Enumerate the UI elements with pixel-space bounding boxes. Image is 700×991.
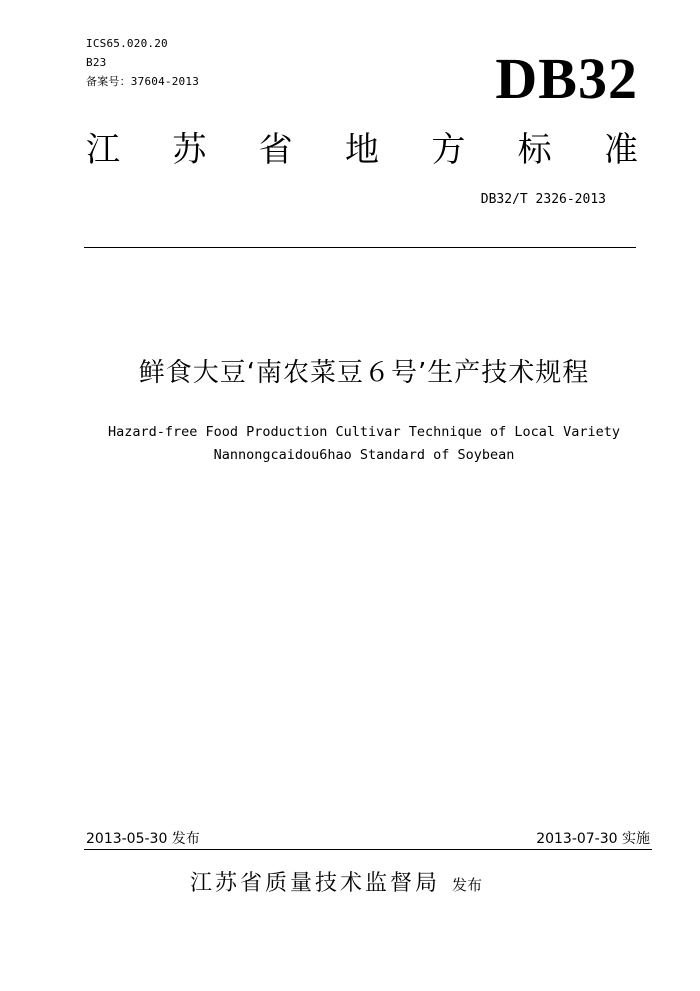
implement-date: 2013-07-30 实施 [536,831,650,847]
ics-code: ICS65.020.20 [86,37,168,50]
issuer-suffix: 发布 [452,876,483,894]
publish-date: 2013-05-30 发布 [86,831,200,847]
standard-type-char: 省 [258,130,293,170]
standard-type-title [86,128,638,172]
classification-code: B23 [86,56,107,69]
issuer-block [190,866,482,897]
db32-logo: DB32 [495,46,638,111]
standard-number: DB32/T 2326-2013 [480,192,606,207]
document-title-cn: 鲜食大豆‘南农菜豆６号’生产技术规程 [138,358,590,388]
standard-type-char: 准 [603,130,638,170]
standard-type-char: 地 [344,130,379,170]
issuer-name: 江苏省质量技术监督局 [190,871,441,896]
document-title-en-line1: Hazard-free Food Production Cultivar Technique of Local Variety [107,424,621,440]
standard-type-char: 苏 [172,130,207,170]
standard-type-char: 标 [517,130,552,170]
header-divider [84,247,636,248]
record-number: 备案号：37604-2013 [86,75,200,88]
standard-type-char: 江 [86,130,120,170]
footer-divider [84,849,652,850]
standard-type-char: 方 [431,130,466,170]
document-title-en-line2: Nannongcaidou6hao Standard of Soybean [213,447,515,463]
